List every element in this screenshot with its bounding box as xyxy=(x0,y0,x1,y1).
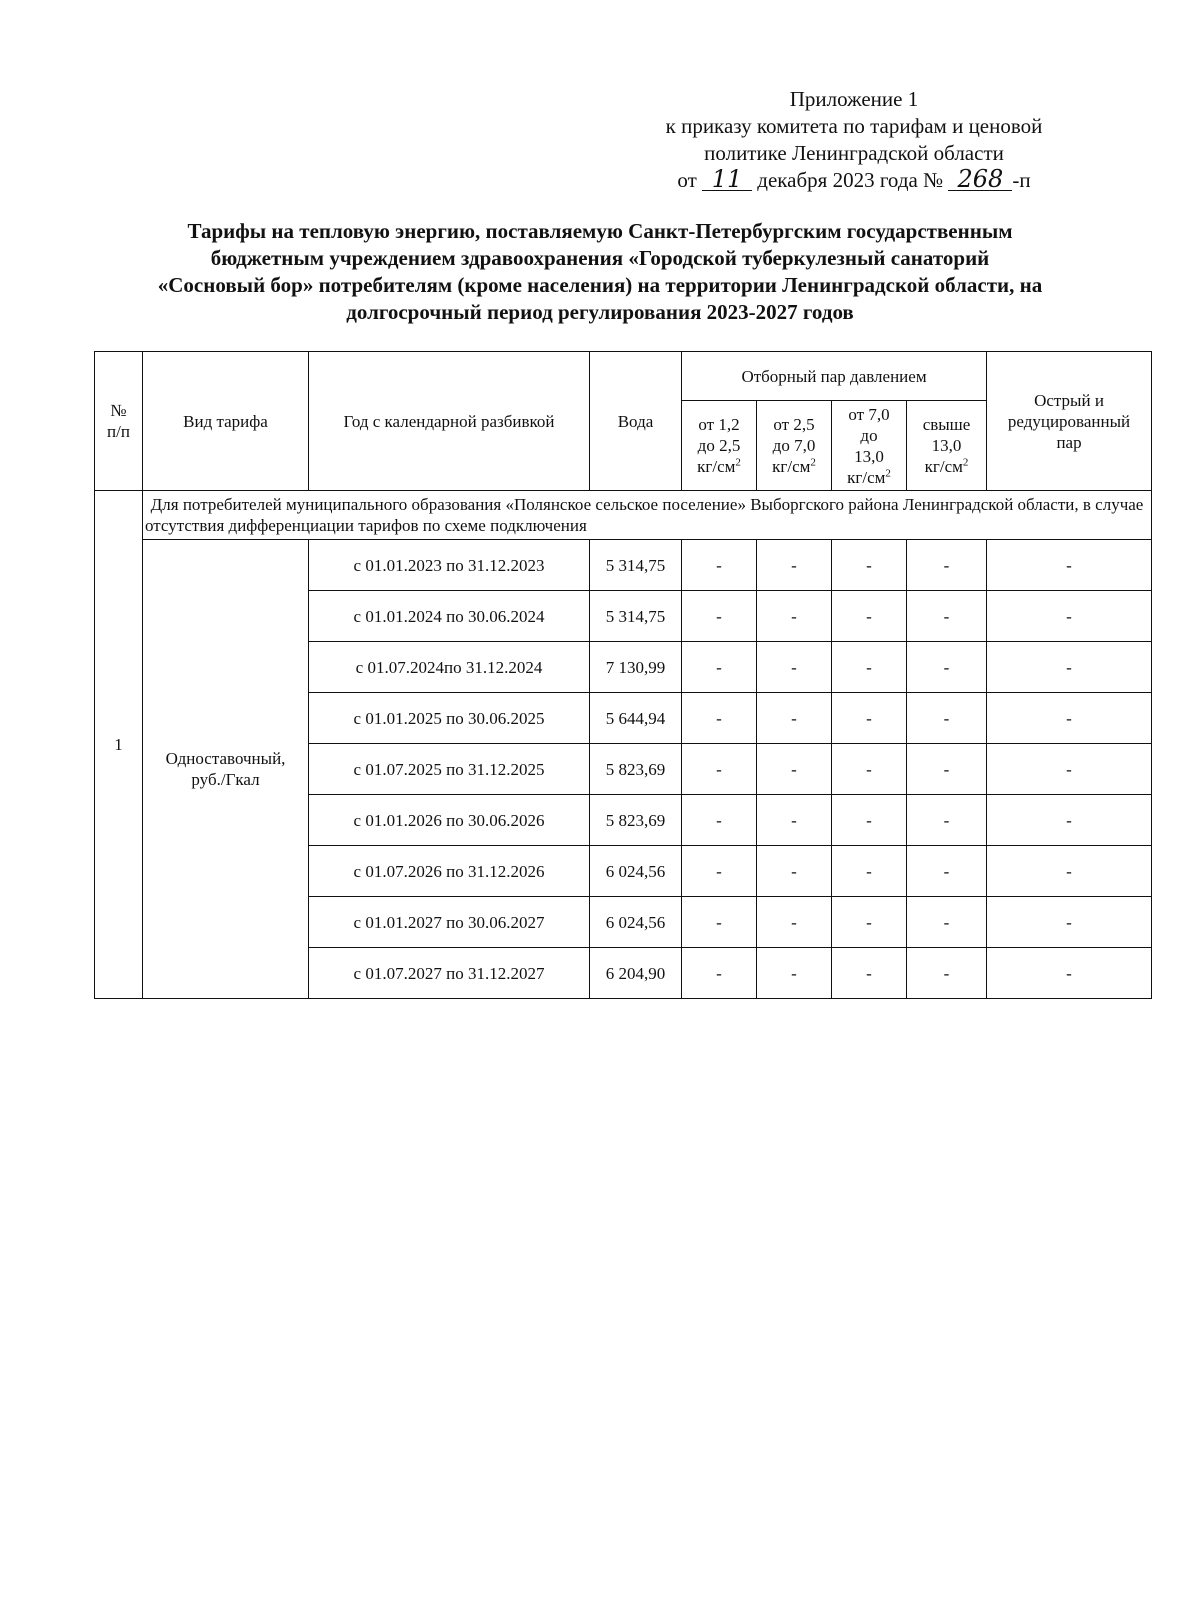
period-cell: с 01.01.2026 по 30.06.2026 xyxy=(309,795,590,846)
steam-4-cell: - xyxy=(907,948,987,999)
header-sharp-line-3: пар xyxy=(1056,432,1082,452)
period-cell: с 01.01.2023 по 31.12.2023 xyxy=(309,540,590,591)
handwritten-order-number: 268 xyxy=(948,168,1012,191)
appendix-line-2: к приказу комитета по тарифам и ценовой xyxy=(665,114,1043,138)
steam-2-cell: - xyxy=(757,693,832,744)
sharp-steam-cell: - xyxy=(987,591,1152,642)
header-steam-2 xyxy=(757,401,832,491)
steam-3-cell: - xyxy=(832,591,907,642)
sharp-steam-cell: - xyxy=(987,948,1152,999)
header-tariff-type: Вид тарифа xyxy=(143,352,309,491)
steam-2-sup: 2 xyxy=(810,456,816,469)
steam-3-a: от 7,0 xyxy=(848,404,890,424)
steam-1-cell: - xyxy=(682,846,757,897)
steam-3-c: 13,0 xyxy=(854,446,884,466)
water-value-cell: 6 024,56 xyxy=(590,897,682,948)
steam-3-cell: - xyxy=(832,948,907,999)
period-cell: с 01.01.2024 по 30.06.2024 xyxy=(309,591,590,642)
header-water: Вода xyxy=(590,352,682,491)
appendix-date-line xyxy=(594,167,1114,194)
date-rest: декабря 2023 года № xyxy=(757,168,944,192)
steam-3-d: кг/см xyxy=(847,467,886,487)
water-value-cell: 5 644,94 xyxy=(590,693,682,744)
header-period: Год с календарной разбивкой xyxy=(309,352,590,491)
tariff-row xyxy=(95,540,1152,591)
header-row-top xyxy=(95,352,1152,401)
steam-2-cell: - xyxy=(757,540,832,591)
handwritten-day: 11 xyxy=(702,168,752,191)
steam-1-cell: - xyxy=(682,795,757,846)
header-num xyxy=(95,352,143,491)
steam-4-cell: - xyxy=(907,693,987,744)
sharp-steam-cell: - xyxy=(987,795,1152,846)
steam-3-cell: - xyxy=(832,744,907,795)
steam-4-cell: - xyxy=(907,591,987,642)
steam-3-cell: - xyxy=(832,897,907,948)
steam-3-cell: - xyxy=(832,540,907,591)
steam-4-cell: - xyxy=(907,540,987,591)
group-row xyxy=(95,491,1152,540)
tariff-kind-line-1: Одноставочный, xyxy=(165,749,286,768)
steam-1-cell: - xyxy=(682,642,757,693)
header-num-line-2: п/п xyxy=(107,422,130,441)
steam-2-cell: - xyxy=(757,591,832,642)
water-value-cell: 6 204,90 xyxy=(590,948,682,999)
title-line-1: Тарифы на тепловую энергию, поставляемую Санкт-Петербургским государственным xyxy=(187,219,1013,243)
header-num-line-1: № xyxy=(110,401,127,420)
steam-4-cell: - xyxy=(907,846,987,897)
steam-4-c: кг/см xyxy=(924,457,963,476)
period-cell: с 01.07.2025 по 31.12.2025 xyxy=(309,744,590,795)
appendix-line-3: политике Ленинградской области xyxy=(704,141,1004,165)
period-cell: с 01.07.2026 по 31.12.2026 xyxy=(309,846,590,897)
tariff-kind xyxy=(143,540,309,999)
steam-3-cell: - xyxy=(832,693,907,744)
steam-1-cell: - xyxy=(682,744,757,795)
steam-1-cell: - xyxy=(682,693,757,744)
steam-2-cell: - xyxy=(757,897,832,948)
title-line-2: бюджетным учреждением здравоохранения «Городской туберкулезный санаторий xyxy=(210,246,990,270)
period-cell: с 01.07.2024по 31.12.2024 xyxy=(309,642,590,693)
steam-1-a: от 1,2 xyxy=(698,415,740,434)
header-steam-4 xyxy=(907,401,987,491)
steam-1-cell: - xyxy=(682,540,757,591)
steam-4-cell: - xyxy=(907,744,987,795)
steam-2-cell: - xyxy=(757,795,832,846)
period-cell: с 01.07.2027 по 31.12.2027 xyxy=(309,948,590,999)
steam-1-cell: - xyxy=(682,591,757,642)
steam-3-cell: - xyxy=(832,795,907,846)
header-steam-group: Отборный пар давлением xyxy=(682,352,987,401)
steam-3-cell: - xyxy=(832,846,907,897)
water-value-cell: 7 130,99 xyxy=(590,642,682,693)
sharp-steam-cell: - xyxy=(987,846,1152,897)
steam-4-b: 13,0 xyxy=(931,436,962,455)
period-cell: с 01.01.2025 по 30.06.2025 xyxy=(309,693,590,744)
steam-2-cell: - xyxy=(757,744,832,795)
steam-3-cell: - xyxy=(832,642,907,693)
sharp-steam-cell: - xyxy=(987,540,1152,591)
title-line-4: долгосрочный период регулирования 2023-2027 годов xyxy=(346,300,854,324)
steam-1-cell: - xyxy=(682,897,757,948)
steam-4-a: свыше xyxy=(922,415,971,434)
title-line-3: «Сосновый бор» потребителям (кроме населения) на территории Ленинградской области, на xyxy=(157,273,1043,297)
document-title xyxy=(60,218,1140,326)
group-number: 1 xyxy=(95,491,143,999)
sharp-steam-cell: - xyxy=(987,744,1152,795)
water-value-cell: 5 823,69 xyxy=(590,744,682,795)
appendix-block xyxy=(594,86,1114,194)
period-cell: с 01.01.2027 по 30.06.2027 xyxy=(309,897,590,948)
steam-1-c: кг/см xyxy=(697,457,736,476)
header-sharp-line-1: Острый и xyxy=(1034,390,1104,410)
header-steam-3 xyxy=(832,401,907,491)
group-description: Для потребителей муниципального образования «Полянское сельское поселение» Выборгского района Ленинградской области, в случае отсутствия дифференциации тарифов по схеме подключения xyxy=(143,491,1152,540)
appendix-line-1: Приложение 1 xyxy=(789,87,919,111)
steam-2-a: от 2,5 xyxy=(773,415,815,434)
header-sharp-steam xyxy=(987,352,1152,491)
tariff-kind-line-2: руб./Гкал xyxy=(191,770,260,789)
steam-2-cell: - xyxy=(757,642,832,693)
water-value-cell: 5 314,75 xyxy=(590,591,682,642)
water-value-cell: 6 024,56 xyxy=(590,846,682,897)
steam-1-cell: - xyxy=(682,948,757,999)
sharp-steam-cell: - xyxy=(987,642,1152,693)
tariff-table xyxy=(94,351,1152,999)
date-prefix: от xyxy=(677,168,697,192)
steam-2-c: кг/см xyxy=(772,457,811,476)
steam-4-cell: - xyxy=(907,642,987,693)
steam-2-cell: - xyxy=(757,846,832,897)
steam-4-sup: 2 xyxy=(962,456,969,469)
steam-3-b: до xyxy=(860,425,878,445)
steam-1-b: до 2,5 xyxy=(697,436,741,455)
steam-4-cell: - xyxy=(907,795,987,846)
sharp-steam-cell: - xyxy=(987,693,1152,744)
header-steam-1 xyxy=(682,401,757,491)
steam-3-sup: 2 xyxy=(885,466,891,479)
order-suffix: -п xyxy=(1012,168,1031,192)
water-value-cell: 5 314,75 xyxy=(590,540,682,591)
sharp-steam-cell: - xyxy=(987,897,1152,948)
steam-2-b: до 7,0 xyxy=(772,436,816,455)
header-sharp-line-2: редуцированный xyxy=(1007,411,1131,431)
steam-4-cell: - xyxy=(907,897,987,948)
steam-2-cell: - xyxy=(757,948,832,999)
water-value-cell: 5 823,69 xyxy=(590,795,682,846)
steam-1-sup: 2 xyxy=(735,456,741,469)
